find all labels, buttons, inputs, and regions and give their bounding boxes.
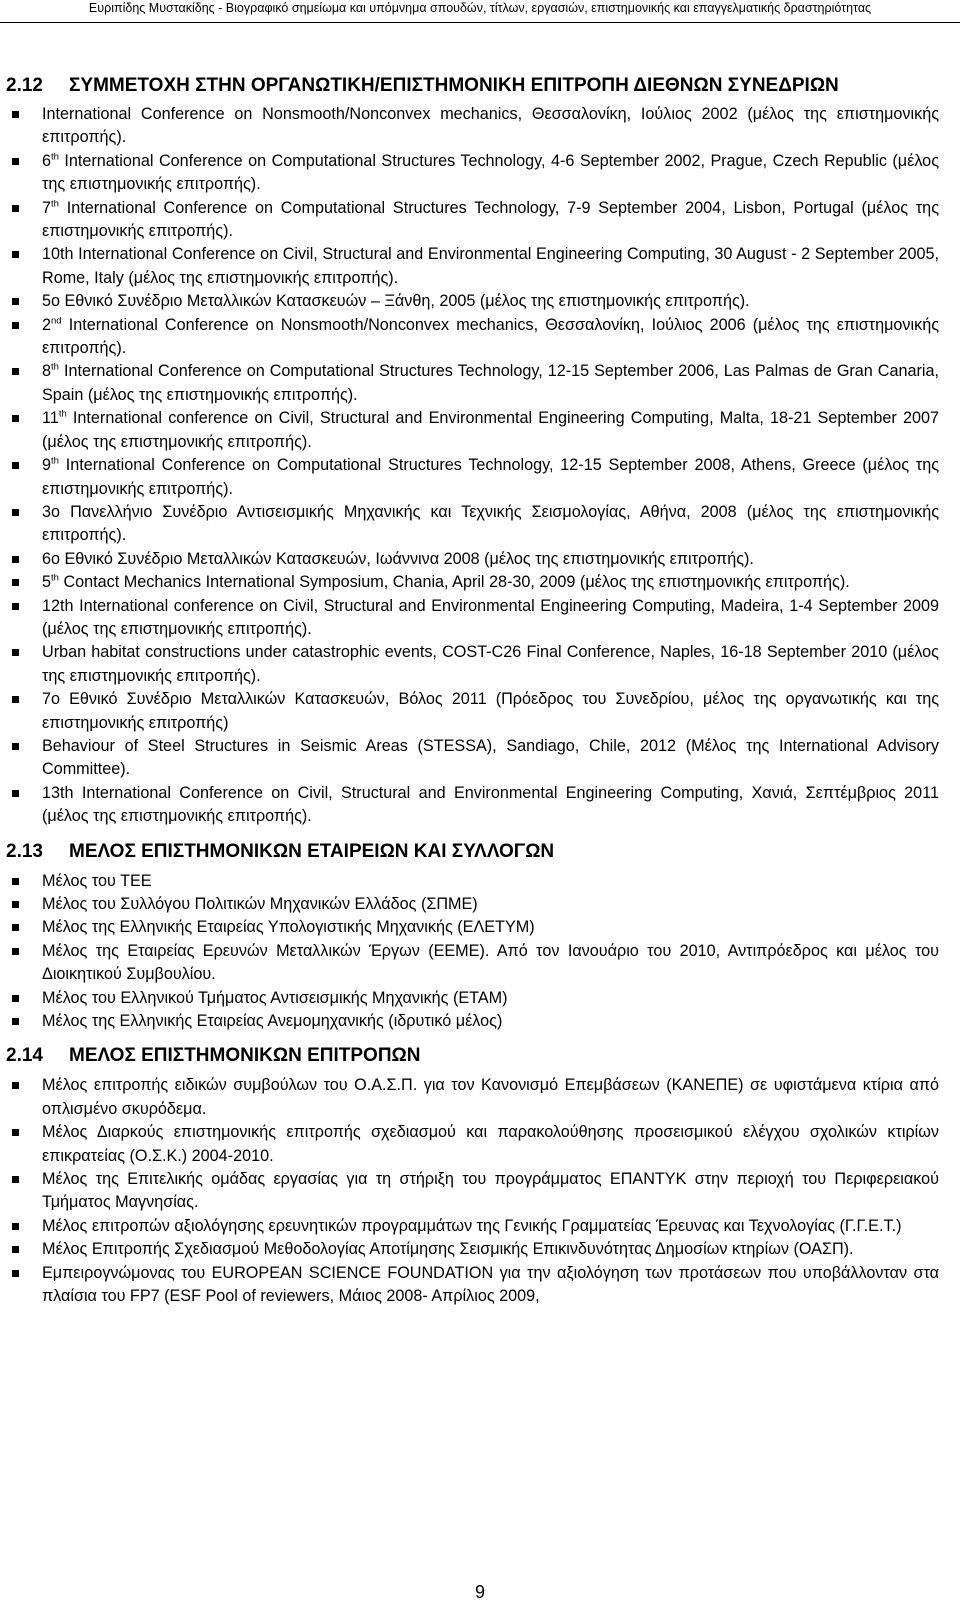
item-text: International Conference on Nonsmooth/Nonconvex mechanics, Θεσσαλονίκη, Ιούλιος 2006 (μέλος της επιστημονικής επιτροπής). <box>42 315 939 358</box>
list-item <box>42 150 939 197</box>
item-text: 6ο Εθνικό Συνέδριο Μεταλλικών Κατασκευών, Ιωάννινα 2008 (μέλος της επιστημονικής επιτροπής). <box>42 549 754 568</box>
ordinal-number: 7 <box>42 198 52 217</box>
item-text: Μέλος του ΤΕΕ <box>42 871 152 890</box>
item-text: Εμπειρογνώμονας του EUROPEAN SCIENCE FOUNDATION για την αξιολόγηση των προτάσεων που υποβάλλονταν στα πλαίσια του FP7 (ESF Pool of reviewers, Μάιος 2008- Απρίλιος 2009, <box>42 1263 939 1306</box>
list-item <box>42 987 939 1010</box>
item-text: International Conference on Computational Structures Technology, 4-6 September 2002, Prague, Czech Republic (μέλος της επιστημονικής επιτροπής). <box>42 151 939 194</box>
item-text: Contact Mechanics International Symposium, Chania, April 28-30, 2009 (μέλος της επιστημονικής επιτροπής). <box>58 573 850 592</box>
list-item <box>42 916 939 939</box>
bullet-list <box>0 870 960 1034</box>
item-text: Μέλος της Ελληνικής Εταιρείας Υπολογιστικής Μηχανικής (ΕΛΕΤΥΜ) <box>42 918 535 937</box>
list-item <box>42 1262 939 1309</box>
list-item <box>42 243 939 290</box>
section-heading <box>6 840 951 863</box>
list-item <box>42 1121 939 1168</box>
list-item <box>42 1238 939 1261</box>
ordinal-number: 9 <box>42 456 52 475</box>
header-rule <box>0 22 960 23</box>
list-item <box>42 940 939 987</box>
item-text: Behaviour of Steel Structures in Seismic Areas (STESSA), Sandiago, Chile, 2012 (Μέλος της International Advisory Committee). <box>42 736 939 779</box>
list-item <box>42 1168 939 1215</box>
section-title: ΜΕΛΟΣ ΕΠΙΣΤΗΜΟΝΙΚΩΝ ΕΠΙΤΡΟΠΩΝ <box>69 1045 421 1067</box>
ordinal-suffix: th <box>58 408 67 420</box>
item-text: 7ο Εθνικό Συνέδριο Μεταλλικών Κατασκευών, Βόλος 2011 (Πρόεδρος του Συνεδρίου, μέλος της οργανωτικής και της επιστημονικής επιτροπής) <box>42 690 939 732</box>
item-text: International Conference on Computational Structures Technology, 12-15 September 2006, Las Palmas de Gran Canaria, Spain (μέλος της επιστημονικής επιτροπής). <box>42 362 939 404</box>
list-item <box>42 1074 939 1121</box>
list-item <box>42 595 939 642</box>
ordinal-number: 2 <box>42 315 52 334</box>
item-text: Μέλος της Εταιρείας Ερευνών Μεταλλικών Έργων (ΕΕΜΕ). Από τον Ιανουάριο του 2010, Αντιπρόεδρος και μέλος του Διοικητικού Συμβουλίου. <box>42 941 939 984</box>
ordinal-suffix: th <box>51 362 59 374</box>
item-text: 5ο Εθνικό Συνέδριο Μεταλλικών Κατασκευών – Ξάνθη, 2005 (μέλος της επιστημονικής επιτροπής). <box>42 292 750 311</box>
list-item <box>42 454 939 501</box>
item-text: 10th International Conference on Civil, Structural and Environmental Engineering Computing, 30 August - 2 September 2005, Rome, Italy (μέλος της επιστημονικής επιτροπής). <box>42 245 939 287</box>
page-number: 9 <box>474 1582 485 1602</box>
item-text: 3ο Πανελλήνιο Συνέδριο Αντισεισμικής Μηχανικής και Τεχνικής Σεισμολογίας, Αθήνα, 2008 (μέλος της επιστημονικής επιτροπής). <box>42 502 939 545</box>
item-text: Μέλος της Επιτελικής ομάδας εργασίας για τη στήριξη του προγράμματος ΕΠΑΝΤΥΚ στην περιοχή του Περιφερειακού Τμήματος Μαγνησίας. <box>42 1170 939 1212</box>
item-text: International Conference on Computational Structures Technology, 7-9 September 2004, Lisbon, Portugal (μέλος της επιστημονικής επιτροπής). <box>42 198 939 241</box>
list-item <box>42 548 939 571</box>
item-text: Μέλος Επιτροπής Σχεδιασμού Μεθοδολογίας Αποτίμησης Σεισμικής Επικινδυνότητας Δημοσίων κτηρίων (ΟΑΣΠ). <box>42 1240 854 1259</box>
list-item <box>42 407 939 454</box>
list-item <box>42 688 939 735</box>
item-text: 12th International conference on Civil, Structural and Environmental Engineering Computing, Madeira, 1-4 September 2009 (μέλος της επιστημονικής επιτροπής). <box>42 596 939 638</box>
document-body <box>0 74 960 1309</box>
item-text: Μέλος της Ελληνικής Εταιρείας Ανεμομηχανικής (ιδρυτικό μέλος) <box>42 1012 503 1031</box>
section-number: 2.14 <box>6 1045 43 1067</box>
list-item <box>42 501 939 548</box>
list-item <box>42 641 939 688</box>
item-text: Μέλος επιτροπής ειδικών συμβούλων του Ο.Α.Σ.Π. για τον Κανονισμό Επεμβάσεων (ΚΑΝΕΠΕ) σε υφιστάμενα κτίρια από οπλισμένο σκυρόδεμα. <box>42 1076 939 1118</box>
running-header: Ευριπίδης Μυστακίδης - Βιογραφικό σημείωμα και υπόμνημα σπουδών, τίτλων, εργασιών, επιστημονικής και επαγγελματικής δραστηριότητας <box>88 1 872 15</box>
list-item <box>42 197 939 244</box>
list-item <box>42 314 939 361</box>
list-item <box>42 1215 939 1238</box>
list-item <box>42 103 939 150</box>
section-heading <box>6 1044 951 1067</box>
item-text: International Conference on Nonsmooth/Nonconvex mechanics, Θεσσαλονίκη, Ιούλιος 2002 (μέλος της επιστημονικής επιτροπής). <box>42 105 939 147</box>
ordinal-suffix: th <box>51 455 59 467</box>
item-text: Μέλος του Συλλόγου Πολιτικών Μηχανικών Ελλάδος (ΣΠΜΕ) <box>42 895 478 913</box>
item-text: International conference on Civil, Structural and Environmental Engineering Computing, Malta, 18-21 September 2007 (μέλος της επιστημονικής επιτροπής). <box>42 409 939 451</box>
section-number: 2.12 <box>6 75 43 96</box>
item-text: 13th International Conference on Civil, Structural and Environmental Engineering Computing, Χανιά, Σεπτέμβριος 2011 (μέλος της επιστημονικής επιτροπής). <box>42 783 939 826</box>
item-text: Μέλος του Ελληνικού Τμήματος Αντισεισμικής Μηχανικής (ΕΤΑΜ) <box>42 988 508 1007</box>
list-item <box>42 893 939 916</box>
section-number: 2.13 <box>6 840 43 862</box>
bullet-list <box>0 1074 960 1308</box>
list-item <box>42 870 939 893</box>
list-item <box>42 571 939 594</box>
list-item <box>42 290 939 313</box>
item-text: Urban habitat constructions under catastrophic events, COST-C26 Final Conference, Naples, 16-18 September 2010 (μέλος της επιστημονικής επιτροπής). <box>42 643 939 685</box>
section-heading <box>6 74 951 97</box>
ordinal-number: 6 <box>42 151 52 170</box>
ordinal-suffix: nd <box>51 315 62 327</box>
ordinal-suffix: th <box>51 572 59 584</box>
item-text: International Conference on Computational Structures Technology, 12-15 September 2008, Athens, Greece (μέλος της επιστημονικής επιτροπής). <box>42 456 939 498</box>
list-item <box>42 1010 939 1033</box>
ordinal-number: 11 <box>42 409 59 428</box>
list-item <box>42 735 939 782</box>
item-text: Μέλος επιτροπών αξιολόγησης ερευνητικών προγραμμάτων της Γενικής Γραμματείας Έρευνας και Τεχνολογίας (Γ.Γ.Ε.Τ.) <box>42 1216 902 1235</box>
ordinal-suffix: th <box>51 151 59 163</box>
list-item <box>42 360 939 407</box>
section-title: ΜΕΛΟΣ ΕΠΙΣΤΗΜΟΝΙΚΩΝ ΕΤΑΙΡΕΙΩΝ ΚΑΙ ΣΥΛΛΟΓΩΝ <box>69 840 555 862</box>
bullet-list <box>0 103 960 829</box>
list-item <box>42 782 939 829</box>
ordinal-number: 5 <box>42 573 52 592</box>
item-text: Μέλος Διαρκούς επιστημονικής επιτροπής σχεδιασμού και παρακολούθησης προσεισμικού ελέγχου σχολικών κτιρίων επικρατείας (Ο.Σ.Κ.) 2004-2010. <box>42 1123 939 1165</box>
ordinal-number: 8 <box>42 362 52 381</box>
section-title: ΣΥΜΜΕΤΟΧΗ ΣΤΗΝ ΟΡΓΑΝΩΤΙΚΗ/ΕΠΙΣΤΗΜΟΝΙΚΗ ΕΠΙΤΡΟΠΗ ΔΙΕΘΝΩΝ ΣΥΝΕΔΡΙΩΝ <box>69 75 839 96</box>
ordinal-suffix: th <box>51 198 59 210</box>
